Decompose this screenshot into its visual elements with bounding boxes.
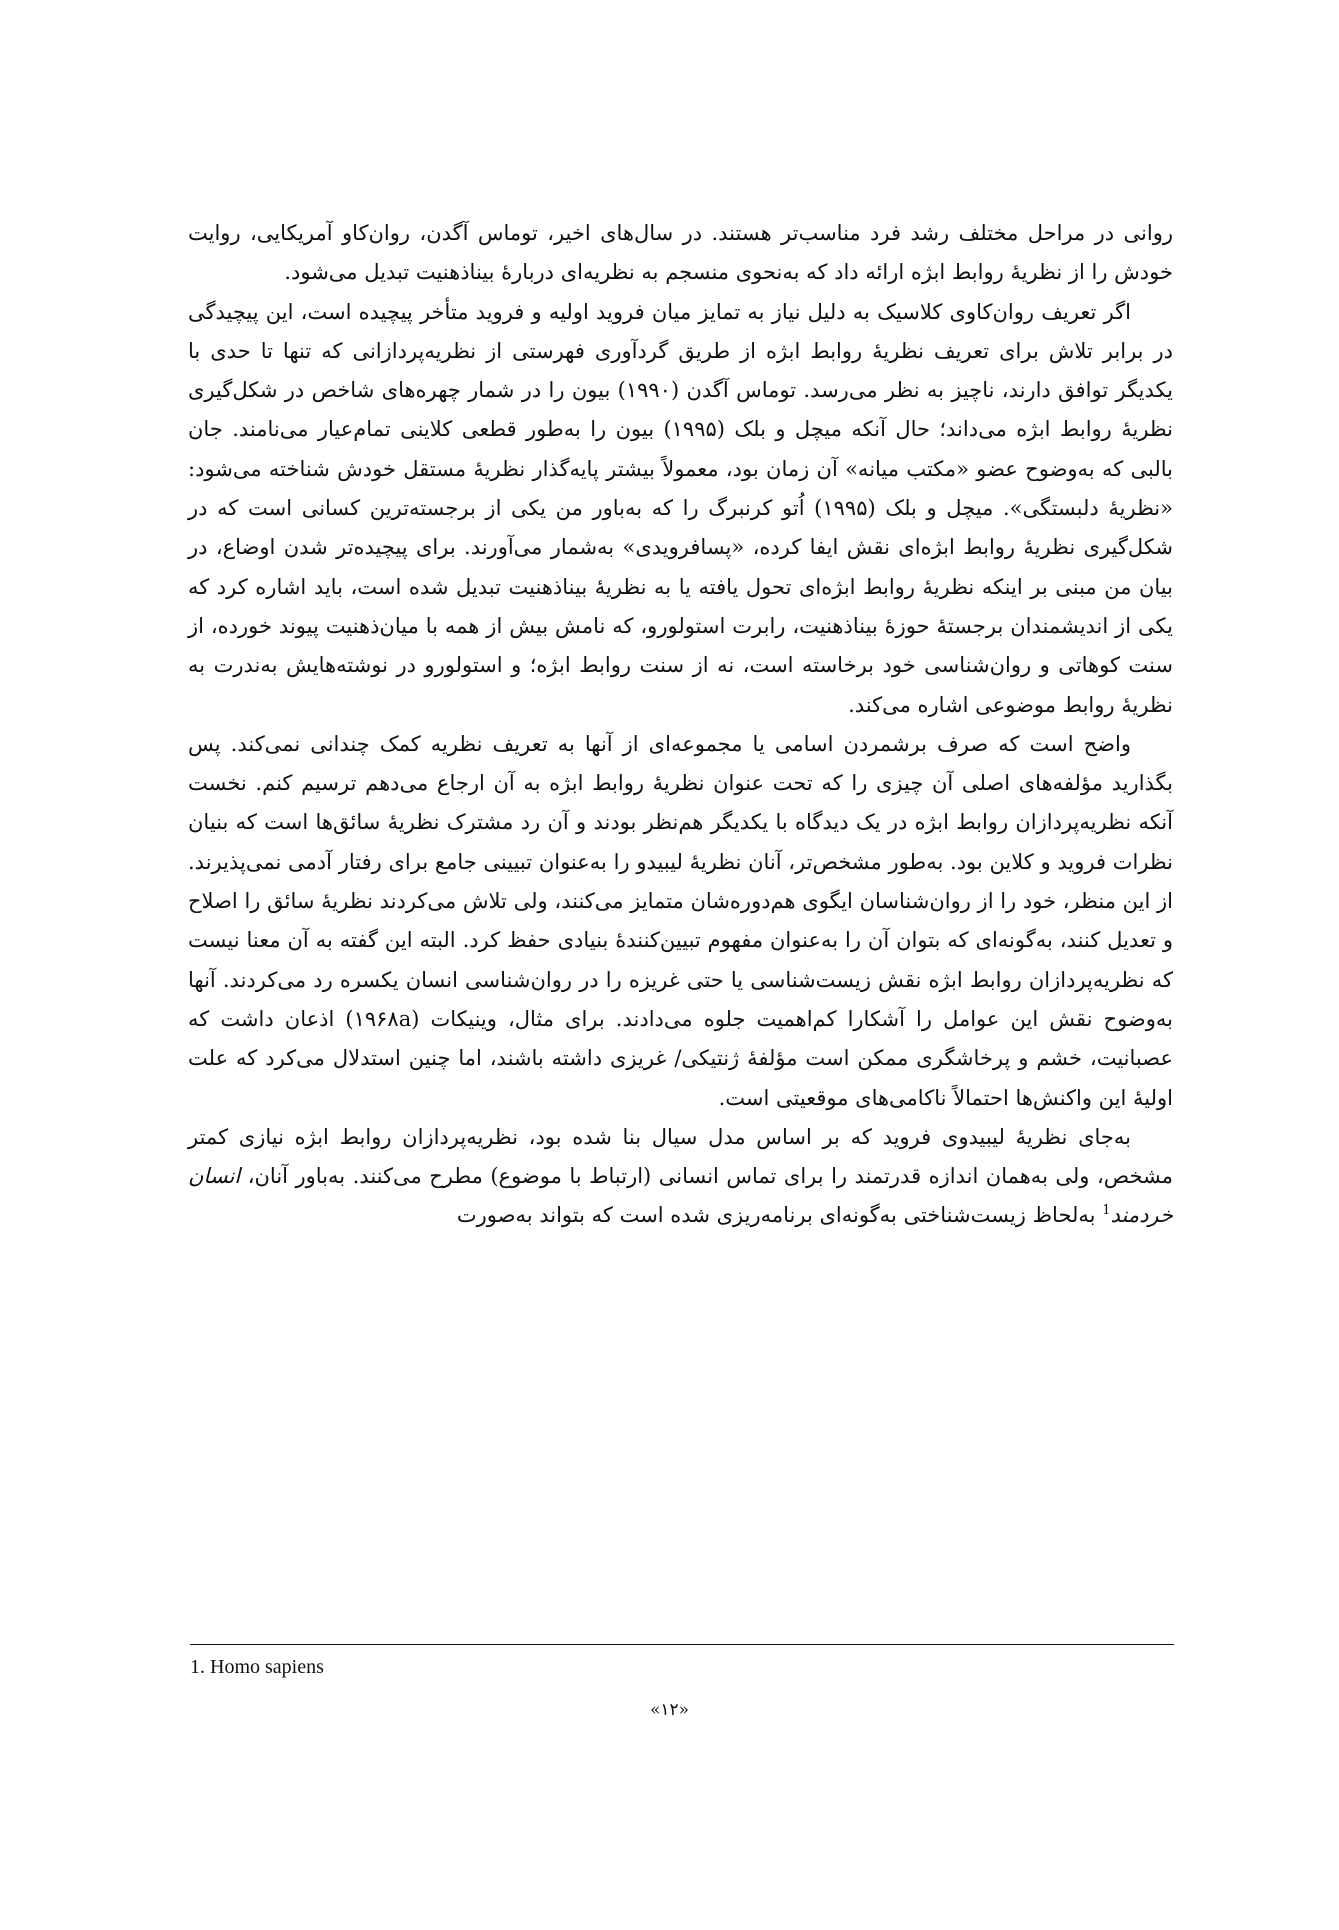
paragraph: روانی در مراحل مختلف رشد فرد مناسب‌تر هستند. در سال‌های اخیر، توماس آگدن، روان‌کاو آمریکایی، روایت خودش را از نظریهٔ روابط ابژه ارائه داد که به‌نحوی منسجم به نظریه‌ای دربارهٔ بیناذهنیت تبدیل می‌شود.: [188, 221, 1173, 285]
paragraph: اگر تعریف روان‌کاوی کلاسیک به دلیل نیاز به تمایز میان فروید اولیه و فروید متأخر پیچیده است، این پیچیدگی در برابر تلاش برای تعریف نظریهٔ روابط ابژه از طریق گردآوری فهرستی از نظریه‌پردازانی که تنها تا حدی با یکدیگر توافق دارند، ناچیز به نظر می‌رسد. توماس آگدن (۱۹۹۰) بیون را در شمار چهره‌های شاخص در شکل‌گیری نظریهٔ روابط ابژه می‌داند؛ حال آنکه میچل و بلک (۱۹۹۵) بیون را به‌طور قطعی کلاینی تمام‌عیار می‌نامند. جان بالبی که به‌وضوح عضو «مکتب میانه» آن زمان بود، معمولاً بیشتر پایه‌گذار نظریهٔ مستقل خودش شناخته می‌شود: «نظریهٔ دلبستگی». میچل و بلک (۱۹۹۵) اُتو کرنبرگ را که به‌باور من یکی از برجسته‌ترین کسانی است که در شکل‌گیری نظریهٔ روابط ابژه‌ای نقش ایفا کرده، «پسافرویدی» به‌شمار می‌آورند. برای پیچیده‌تر شدن اوضاع، در بیان من مبنی بر اینکه نظریهٔ روابط ابژه‌ای تحول یافته یا به نظریهٔ بیناذهنیت تبدیل شده است، باید اشاره کرد که یکی از اندیشمندان برجستهٔ حوزهٔ بیناذهنیت، رابرت استولورو، که نامش بیش از همه با میان‌ذهنیت پیوند خورده، از سنت کوهاتی و روان‌شناسی خود برخاسته است، نه از سنت روابط ابژه؛ و استولورو در نوشته‌هایش به‌ندرت به نظریهٔ روابط موضوعی اشاره می‌کند.: [188, 299, 1173, 717]
footnote-reference: 1: [1102, 1203, 1111, 1219]
footnote-separator: [190, 1644, 1174, 1645]
paragraph: [188, 1118, 1173, 1236]
page-number: «۱۲»: [649, 1700, 690, 1720]
paragraph: واضح است که صرف برشمردن اسامی یا مجموعه‌ای از آنها به تعریف نظریه کمک چندانی نمی‌کند. پس بگذارید مؤلفه‌های اصلی آن چیزی را که تحت عنوان نظریهٔ روابط ابژه به آن ارجاع می‌دهم ترسیم کنم. نخست آنکه نظریه‌پردازان روابط ابژه در یک دیدگاه با یکدیگر هم‌نظر بودند و آن رد مشترک نظریهٔ سائق‌ها است که بنیان نظرات فروید و کلاین بود. به‌طور مشخص‌تر، آنان نظریهٔ لیبیدو را به‌عنوان تبیینی جامع برای رفتار آدمی نمی‌پذیرند. از این منظر، خود را از روان‌شناسان ایگوی هم‌دوره‌شان متمایز می‌کنند، ولی تلاش می‌کردند نظریهٔ سائق را اصلاح و تعدیل کنند، به‌گونه‌ای که بتوان آن را به‌عنوان مفهوم تبیین‌کنندهٔ بنیادی حفظ کرد. البته این گفته به آن معنا نیست که نظریه‌پردازان روابط ابژه نقش زیست‌شناسی یا حتی غریزه را در روان‌شناسی انسان یکسره رد می‌کردند. آنها به‌وضوح نقش این عوامل را آشکارا کم‌اهمیت جلوه می‌دادند. برای مثال، وینیکات (۱۹۶۸a) اذعان داشت که عصبانیت، خشم و پرخاشگری ممکن است مؤلفهٔ ژنتیکی/ غریزی داشته باشند، اما چنین استدلال می‌کرد که علت اولیهٔ این واکنش‌ها احتمالاً ناکامی‌های موقعیتی است.: [188, 731, 1174, 1110]
paragraph-text: به‌جای نظریهٔ لیبیدوی فروید که بر اساس مدل سیال بنا شده بود، نظریه‌پردازان روابط ابژه نیازی کمتر مشخص، ولی به‌همان اندازه قدرتمند را برای تماس انسانی (ارتباط با موضوع) مطرح می‌کنند. به‌باور آنان،: [188, 1124, 1173, 1189]
footnote: 1. Homo sapiens: [190, 1656, 324, 1678]
emphasized-term: انسان خردمند: [188, 1164, 1173, 1228]
paragraph-text: به‌لحاظ زیست‌شناختی به‌گونه‌ای برنامه‌ریزی شده است که بتواند به‌صورت: [456, 1203, 1103, 1228]
body-text: [188, 214, 1173, 1236]
